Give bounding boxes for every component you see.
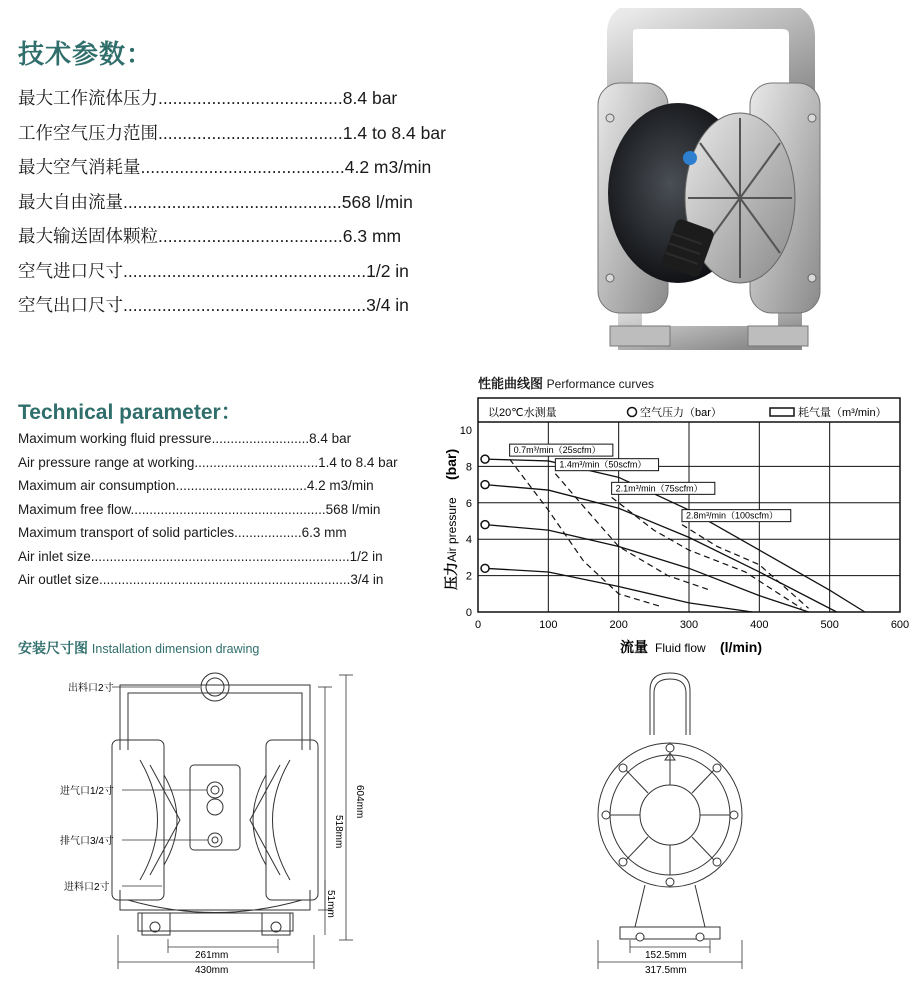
pressure-marker bbox=[481, 564, 489, 572]
spec-value: 1/2 in bbox=[349, 548, 383, 564]
legend-consumption-marker bbox=[770, 408, 794, 416]
en-spec-title: Technical parameter： bbox=[18, 401, 242, 424]
y-tick-label: 0 bbox=[465, 607, 472, 619]
spec-row bbox=[18, 503, 380, 517]
inlet-label: 进料口2寸 bbox=[64, 882, 110, 893]
spec-value: 6.3 mm bbox=[342, 226, 402, 246]
front-view-drawing bbox=[50, 665, 380, 980]
spec-value: 6.3 mm bbox=[301, 525, 347, 540]
installation-title-cn: 安装尺寸图 bbox=[18, 640, 88, 656]
x-axis-label-cn: 流量 bbox=[620, 639, 648, 655]
performance-chart bbox=[440, 390, 910, 660]
pressure-curve bbox=[485, 525, 809, 612]
spec-row bbox=[18, 526, 347, 540]
spec-label: Maximum working fluid pressure bbox=[18, 431, 212, 446]
spec-row bbox=[18, 432, 351, 446]
x-tick-label: 300 bbox=[679, 619, 699, 631]
x-tick-label: 400 bbox=[750, 619, 769, 631]
x-axis-unit: (l/min) bbox=[720, 639, 762, 655]
spec-dots: .................. bbox=[234, 525, 302, 540]
y-axis-label-en: Air pressure bbox=[445, 497, 459, 562]
spec-dots: .......................................... bbox=[140, 157, 345, 177]
chart-title-cn: 性能曲线图 bbox=[478, 376, 544, 391]
spec-dots: .................................................... bbox=[130, 501, 326, 517]
exhaust-label: 排气口3/4寸 bbox=[60, 836, 114, 847]
spec-label: 最大自由流量 bbox=[18, 191, 123, 212]
spec-dots: .................................................. bbox=[123, 295, 367, 315]
spec-row bbox=[18, 573, 383, 587]
spec-row bbox=[18, 228, 401, 246]
spec-label: 空气出口尺寸 bbox=[18, 295, 123, 315]
spec-dots: ...................................... bbox=[158, 88, 343, 108]
x-axis-label-en: Fluid flow bbox=[655, 641, 706, 655]
consumption-label: 2.1m³/min（75scfm） bbox=[615, 483, 703, 494]
side-dim-width-inner: 152.5mm bbox=[645, 950, 687, 961]
y-axis-label-cn: 压力 bbox=[443, 562, 459, 590]
spec-dots: ................................................................... bbox=[99, 572, 351, 587]
pressure-marker bbox=[481, 455, 489, 463]
spec-label: Maximum transport of solid particles bbox=[18, 525, 235, 540]
pressure-marker bbox=[481, 521, 489, 529]
side-dim-width-outer: 317.5mm bbox=[645, 965, 687, 976]
y-tick-label: 4 bbox=[465, 534, 472, 547]
side-view-drawing bbox=[590, 665, 750, 980]
spec-value: 3/4 in bbox=[366, 295, 409, 315]
y-tick-label: 2 bbox=[465, 570, 472, 583]
spec-value: 3/4 in bbox=[350, 572, 384, 587]
spec-value: 4.2 m3/min bbox=[344, 157, 432, 177]
consumption-label: 2.8m³/min（100scfm） bbox=[685, 510, 778, 521]
spec-value: 1/2 in bbox=[366, 260, 409, 281]
x-tick-label: 0 bbox=[474, 619, 482, 631]
spec-dots: ............................................. bbox=[123, 191, 342, 212]
chart-markers bbox=[481, 444, 791, 572]
consumption-label: 0.7m³/min（25scfm） bbox=[513, 445, 601, 456]
consumption-curve bbox=[510, 459, 661, 606]
dim-height-outer: 604mm bbox=[354, 785, 365, 819]
spec-row bbox=[18, 159, 431, 177]
spec-label: Maximum air consumption bbox=[18, 478, 176, 493]
chart-grid bbox=[478, 398, 900, 612]
consumption-curve bbox=[682, 525, 809, 609]
x-tick-label: 100 bbox=[539, 619, 558, 631]
spec-dots: .................................................. bbox=[123, 260, 367, 281]
spec-row bbox=[18, 260, 409, 281]
spec-label: 最大工作流体压力 bbox=[18, 88, 158, 108]
spec-value: 1.4 to 8.4 bar bbox=[342, 122, 446, 143]
chart-title-en: Performance curves bbox=[546, 377, 655, 391]
spec-value: 568 l/min bbox=[341, 191, 413, 212]
outlet-label: 出料口2寸 bbox=[68, 683, 114, 694]
cn-spec-title: 技术参数： bbox=[18, 39, 154, 69]
spec-dots: ..................................................................... bbox=[90, 548, 350, 564]
dim-height-inner: 518mm bbox=[333, 815, 344, 849]
y-tick-label: 6 bbox=[465, 497, 472, 510]
spec-value: 1.4 to 8.4 bar bbox=[318, 454, 398, 470]
pump-photo bbox=[590, 8, 830, 363]
spec-label: 空气进口尺寸 bbox=[18, 260, 123, 281]
dim-base: 51mm bbox=[325, 890, 336, 918]
installation-title-en: Installation dimension drawing bbox=[91, 642, 260, 656]
spec-label: Air inlet size bbox=[18, 548, 91, 564]
y-axis-unit: (bar) bbox=[443, 448, 459, 480]
x-tick-label: 200 bbox=[609, 619, 628, 631]
spec-row bbox=[18, 90, 397, 108]
spec-label: Air pressure range at working bbox=[18, 454, 195, 470]
installation-title bbox=[18, 638, 259, 658]
spec-label: Maximum free flow bbox=[18, 501, 131, 517]
air-inlet-label: 进气口1/2寸 bbox=[60, 786, 114, 797]
spec-dots: .......................... bbox=[211, 431, 310, 446]
x-tick-label: 500 bbox=[820, 619, 839, 631]
spec-dots: ...................................... bbox=[158, 226, 343, 246]
spec-dots: ...................................... bbox=[158, 122, 343, 143]
pressure-curve bbox=[485, 485, 837, 612]
spec-dots: ................................... bbox=[175, 478, 307, 493]
spec-row bbox=[18, 456, 398, 470]
x-tick-label: 600 bbox=[890, 619, 910, 631]
legend-pressure-marker bbox=[628, 408, 637, 417]
spec-label: Air outlet size bbox=[18, 572, 100, 587]
pressure-marker bbox=[481, 481, 489, 489]
spec-value: 4.2 m3/min bbox=[306, 478, 374, 493]
spec-row bbox=[18, 297, 409, 315]
spec-value: 8.4 bar bbox=[342, 88, 398, 108]
spec-label: 最大空气消耗量 bbox=[18, 157, 141, 177]
spec-row bbox=[18, 191, 413, 212]
spec-dots: ................................. bbox=[194, 454, 319, 470]
legend-condition: 以20℃水测量 bbox=[488, 407, 557, 419]
y-tick-label: 8 bbox=[465, 461, 472, 474]
dim-width-outer: 430mm bbox=[195, 965, 229, 976]
spec-row bbox=[18, 122, 446, 143]
spec-row bbox=[18, 479, 374, 493]
spec-value: 8.4 bar bbox=[309, 431, 352, 446]
spec-label: 工作空气压力范围 bbox=[18, 122, 158, 143]
spec-row bbox=[18, 550, 383, 564]
y-tick-label: 10 bbox=[459, 425, 472, 437]
dim-width-inner: 261mm bbox=[195, 950, 229, 961]
spec-value: 568 l/min bbox=[325, 501, 381, 517]
legend-pressure-label: 空气压力（bar） bbox=[640, 407, 722, 419]
spec-label: 最大输送固体颗粒 bbox=[18, 226, 158, 246]
legend-consumption-label: 耗气量（m³/min） bbox=[798, 407, 887, 419]
consumption-label: 1.4m³/min（50scfm） bbox=[559, 459, 647, 470]
